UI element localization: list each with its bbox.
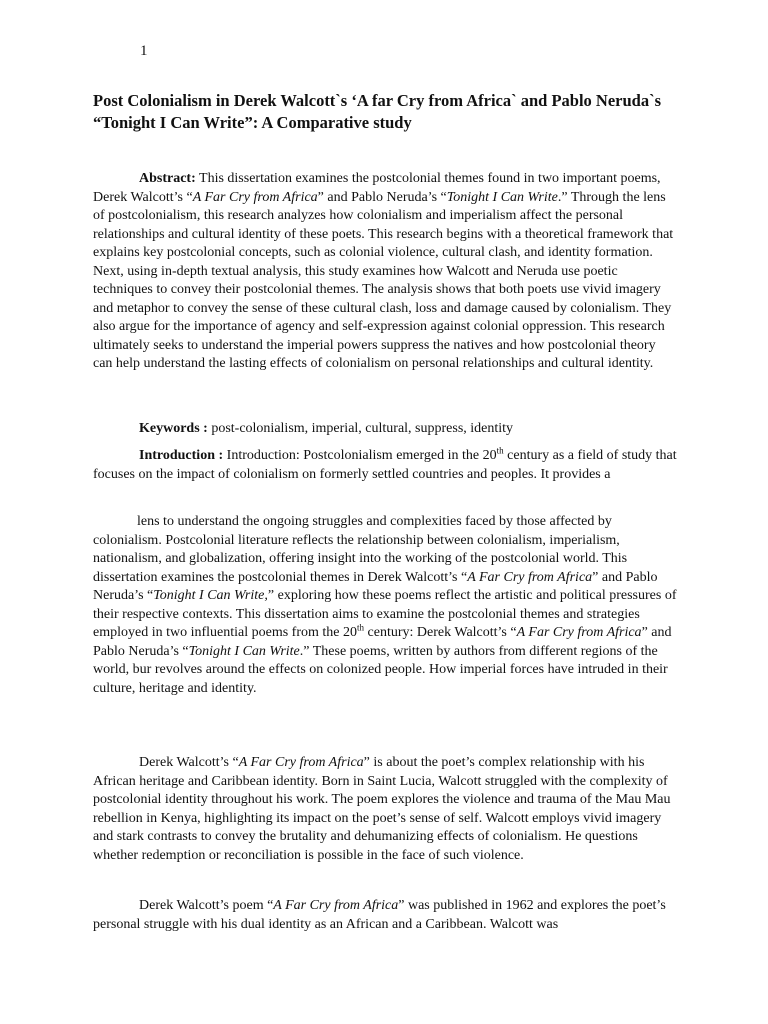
introduction-text: Introduction: Postcolonialism emerged in the 20 — [223, 448, 497, 463]
poem-title: A Far Cry from Africa — [467, 569, 593, 585]
superscript: th — [357, 622, 365, 633]
walcott-paragraph-1 — [93, 754, 677, 865]
paragraph-text: ” and Pablo Neruda’s “ — [93, 569, 658, 603]
introduction-paragraph — [93, 447, 677, 484]
poem-title: Tonight I Can Write, — [153, 588, 268, 603]
keywords-label: Keywords : — [139, 421, 208, 436]
paragraph-text: .” These poems, written by authors from different regions of the world, bur revolves around the effects on colonized people. How imperial forces have intruded in their culture, heritage and identity. — [93, 643, 668, 696]
paragraph-text: Derek Walcott’s poem “ — [139, 898, 274, 913]
paragraph-text: lens to understand the ongoing struggles and complexities faced by those affected by colonialism. Postcolonial literature reflects the relationship between colonialism, imperialism, nationalism, and globalization, offering insight into the working of the postcolonial world. This dissertation examines the postcolonial themes in Derek Walcott’s “ — [93, 514, 628, 585]
poem-title: A Far Cry from Africa — [238, 755, 364, 770]
poem-title: Tonight I Can Write — [188, 643, 300, 659]
document-title: Post Colonialism in Derek Walcott`s ‘A far Cry from Africa` and Pablo Neruda`s “Tonight I Can Write”: A Comparative study — [93, 91, 661, 132]
abstract-paragraph — [93, 170, 677, 374]
poem-title: A Far Cry from Africa — [516, 625, 642, 640]
poem-title: A Far Cry from Africa — [273, 898, 399, 913]
paragraph-text: ” is about the poet’s complex relationship with his African heritage and Caribbean identity. Born in Saint Lucia, Walcott struggled with the complexity of postcolonial identity throughout his work. The poem explores the violence and trauma of the Mau Mau rebellion in Kenya, highlighting its impact on the poet’s sense of self. Walcott employs vivid imagery and stark contrasts to convey the brutality and dehumanizing effects of colonialism. He questions whether redemption or reconciliation is possible in the face of such violence. — [93, 755, 671, 863]
keywords-line — [139, 421, 513, 437]
lens-paragraph — [93, 513, 677, 698]
poem-title: A Far Cry from Africa — [192, 189, 318, 205]
paragraph-text: ” was published in 1962 and explores the poet’s personal struggle with his dual identity as an African and a Caribbean. Walcott was — [93, 898, 666, 932]
abstract-text: .” Through the lens of postcolonialism, this research analyzes how colonialism and imperialism affect the personal relationships and cultural identity of these poets. This research begins with a theoretical framework that explains key postcolonial concepts, such as colonial violence, cultural clash, and identity formation. Next, using in-depth textual analysis, this study examines how Walcott and Neruda use poetic techniques to convey their postcolonial themes. The analysis shows that both poets use vivid imagery and metaphor to convey the sense of these cultural clash, loss and damage caused by colonialism. They also argue for the importance of agency and self-expression against colonial oppression. This research ultimately seeks to understand the imperial powers suppress the natives and how postcolonial theory can help understand the lasting effects of colonialism on personal relationships and cultural identity. — [93, 189, 674, 371]
page-number: 1 — [140, 43, 148, 59]
paragraph-text: ” exploring how these poems reflect the artistic and political pressures of their respective contexts. This dissertation aims to examine the postcolonial themes and strategies employed in two influential poems from the 20 — [93, 588, 677, 640]
paragraph-text: Derek Walcott’s “ — [139, 755, 239, 770]
introduction-text: century as a field of study that focuses on the impact of colonialism on formerly settled countries and peoples. It provides a — [93, 448, 677, 482]
abstract-text: ” and Pablo Neruda’s “ — [317, 189, 447, 205]
paragraph-text: century: Derek Walcott’s “ — [364, 625, 517, 640]
walcott-paragraph-2 — [93, 897, 677, 934]
paragraph-text: ” and Pablo Neruda’s “ — [93, 625, 672, 659]
abstract-label: Abstract: — [139, 171, 196, 186]
poem-title: Tonight I Can Write — [446, 189, 558, 205]
superscript: th — [496, 445, 504, 456]
abstract-text: This dissertation examines the postcolonial themes found in two important poems, Derek Walcott’s “ — [93, 171, 661, 205]
introduction-label: Introduction : — [139, 448, 224, 463]
keywords-text: post-colonialism, imperial, cultural, suppress, identity — [207, 421, 514, 436]
